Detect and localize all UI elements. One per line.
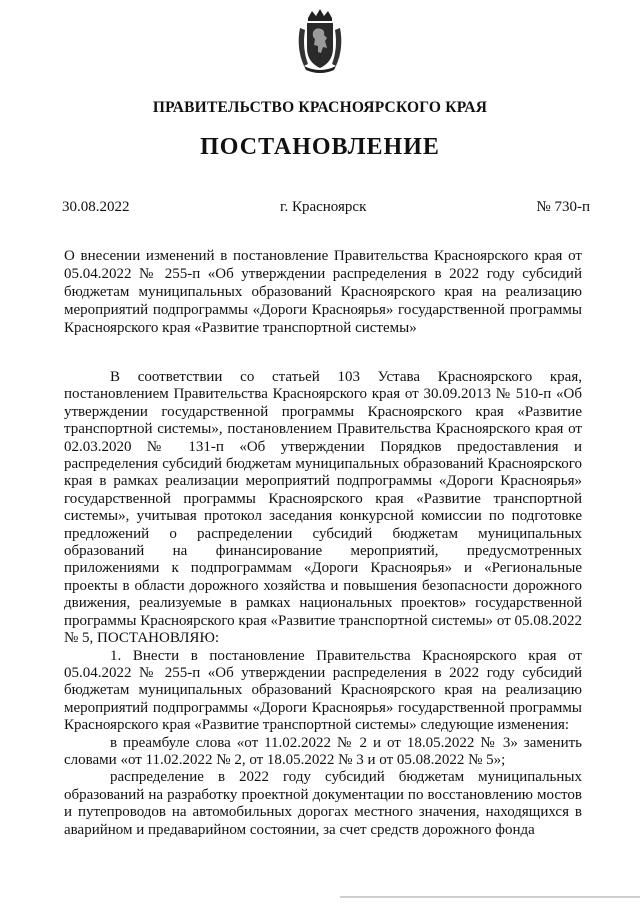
document-city: г. Красноярск	[280, 199, 367, 215]
body-paragraph-distribution: распределение в 2022 году субсидий бюджетам муниципальных образований на разработку проектной документации по восстановлению мостов и путепроводов на автомобильных дорогах местного значения, находящихся в аварийном и предаварийном состоянии, за счет средств дорожного фонда	[64, 769, 582, 838]
body-paragraph-item-1: 1. Внести в постановление Правительства Красноярского края от 05.04.2022 № 255-п «Об утверждении распределения в 2022 году субсидий бюджетам муниципальных образований Красноярского края на реализацию мероприятий подпрограммы «Дороги Красноярья» государственной программы Красноярского края «Развитие транспортной системы» следующие изменения:	[64, 647, 582, 734]
document-subject: О внесении изменений в постановление Правительства Красноярского края от 05.04.2022 № 255-п «Об утверждении распределения в 2022 году субсидий бюджетам муниципальных образований Красноярского края на реализацию мероприятий подпрограммы «Дороги Красноярья» государственной программы Красноярского края «Развитие транспортной системы»	[64, 248, 582, 336]
body-paragraph-preamble-change: в преамбуле слова «от 11.02.2022 № 2 и от 18.05.2022 № 3» заменить словами «от 11.02.2022 № 2, от 18.05.2022 № 3 и от 05.08.2022 № 5»;	[64, 734, 582, 768]
document-type-title: ПОСТАНОВЛЕНИЕ	[200, 134, 440, 160]
coat-of-arms-icon	[294, 8, 346, 76]
document-body	[64, 369, 582, 839]
scan-edge-line	[340, 896, 640, 898]
organization-name: ПРАВИТЕЛЬСТВО КРАСНОЯРСКОГО КРАЯ	[152, 99, 488, 116]
document-number: № 730-п	[536, 199, 590, 215]
body-paragraph-preamble: В соответствии со статьей 103 Устава Красноярского края, постановлением Правительства Красноярского края от 30.09.2013 № 510-п «Об утверждении государственной программы Красноярского края «Развитие транспортной системы», постановлением Правительства Красноярского края от 02.03.2020 № 131-п «Об утверждении Порядков предоставления и распределения субсидий бюджетам муниципальных образований Красноярского края в рамках реализации мероприятий подпрограммы «Дороги Красноярья» государственной программы Красноярского края «Развитие транспортной системы», учитывая протокол заседания конкурсной комиссии по подготовке предложений о распределении субсидий бюджетам муниципальных образований на финансирование мероприятий, предусмотренных приложениями к подпрограммам «Дороги Красноярья» и «Региональные проекты в области дорожного хозяйства и повышения безопасности дорожного движения, реализуемые в рамках национальных проектов» государственной программы Красноярского края «Развитие транспортной системы» от 05.08.2022 № 5, ПОСТАНОВЛЯЮ:	[64, 369, 582, 647]
document-date: 30.08.2022	[62, 199, 130, 215]
